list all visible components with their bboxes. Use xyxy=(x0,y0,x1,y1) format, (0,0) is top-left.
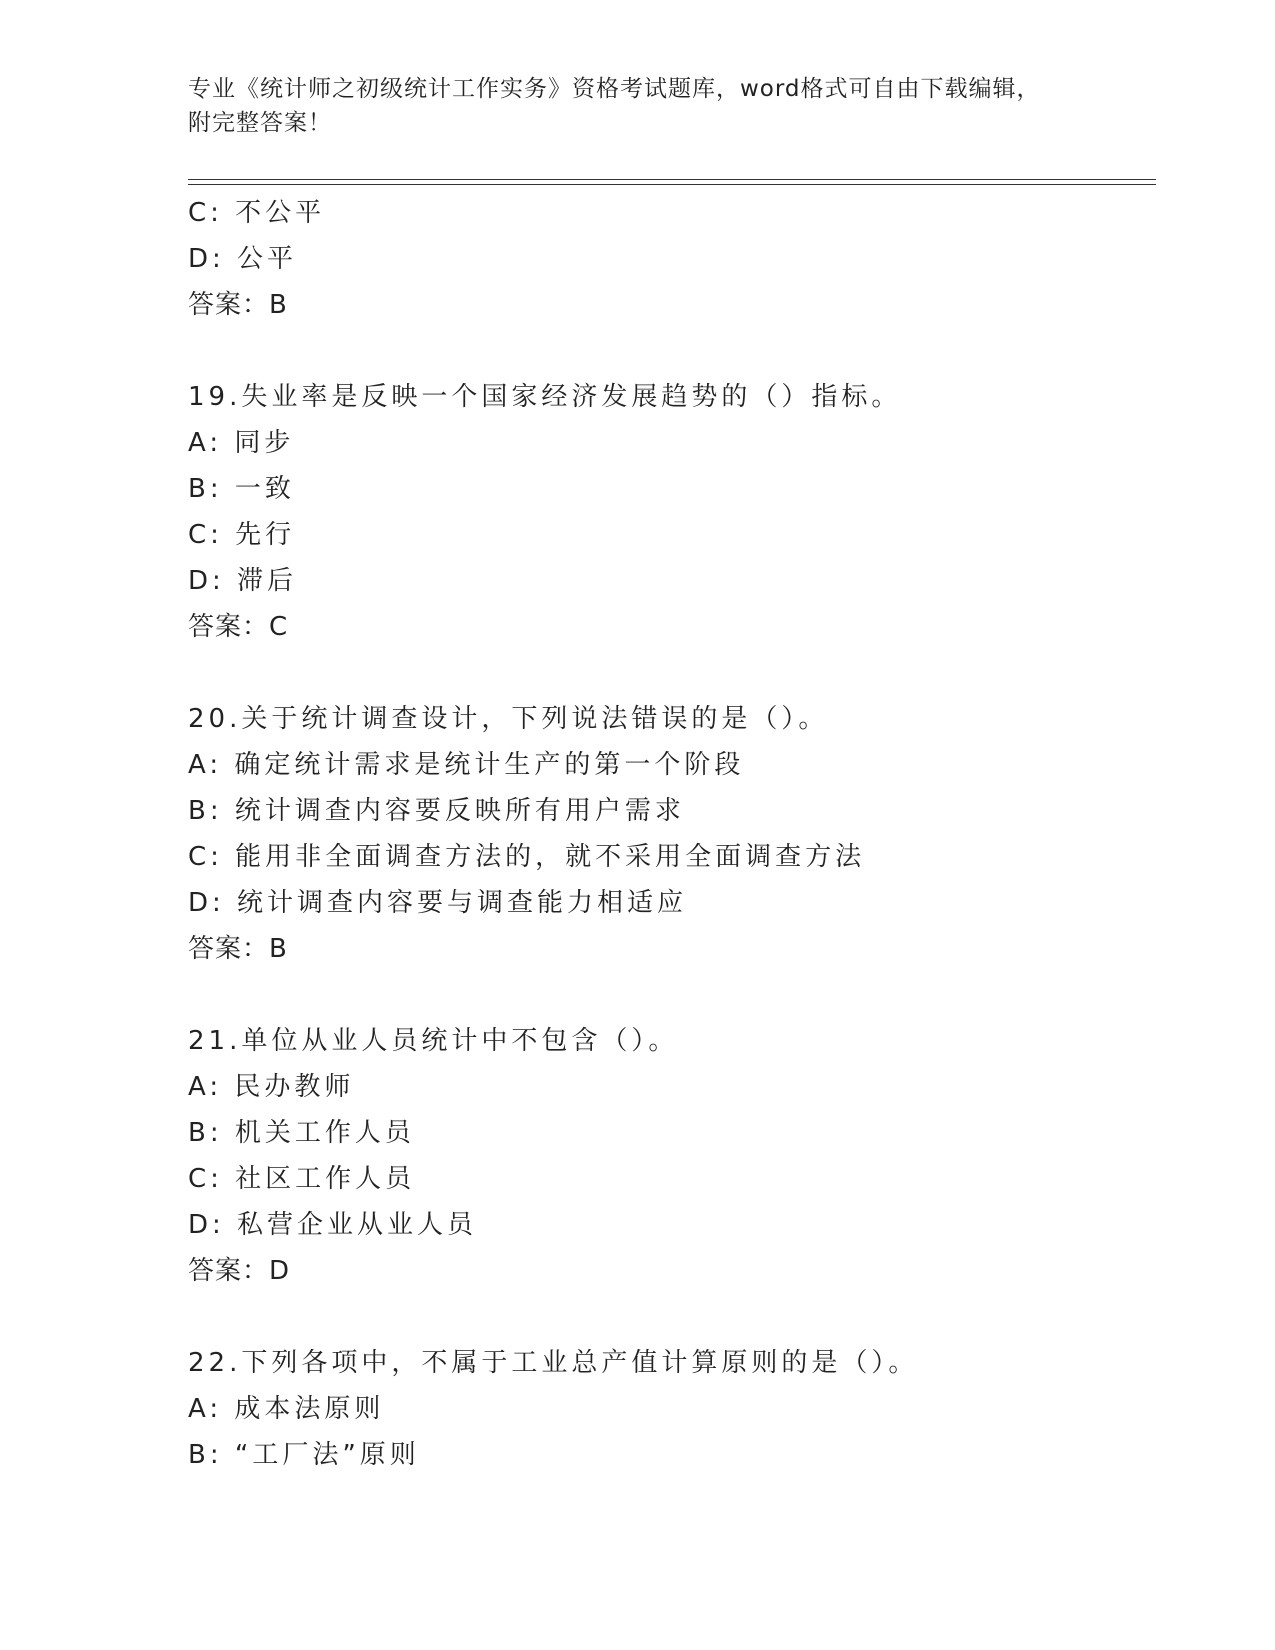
option-text: D: 滞后 xyxy=(188,566,298,596)
question-block xyxy=(188,1018,1156,1294)
option-text: B: “工厂法”原则 xyxy=(188,1440,420,1470)
option-text: A: 成本法原则 xyxy=(188,1394,385,1424)
option-text: D: 公平 xyxy=(188,244,298,274)
question-block xyxy=(188,696,1156,972)
header-line-1: 专业《统计师之初级统计工作实务》资格考试题库，word格式可自由下载编辑， xyxy=(188,76,1041,102)
answer-text: 答案：B xyxy=(188,290,288,320)
block-spacer xyxy=(188,328,1156,374)
header-line-2: 附完整答案！ xyxy=(188,110,332,136)
option-text: A: 同步 xyxy=(188,428,295,458)
option-text: C: 能用非全面调查方法的，就不采用全面调查方法 xyxy=(188,842,866,872)
question-text: 19.失业率是反映一个国家经济发展趋势的（）指标。 xyxy=(188,382,902,412)
question-text: 20.关于统计调查设计，下列说法错误的是（）。 xyxy=(188,704,829,734)
question-list xyxy=(188,190,1156,1478)
answer-text: 答案：B xyxy=(188,934,288,964)
option-text: C: 社区工作人员 xyxy=(188,1164,416,1194)
option-text: D: 私营企业从业人员 xyxy=(188,1210,478,1240)
question-block xyxy=(188,190,1156,328)
question-block xyxy=(188,1340,1156,1478)
block-spacer xyxy=(188,972,1156,1018)
block-spacer xyxy=(188,650,1156,696)
option-text: A: 民办教师 xyxy=(188,1072,355,1102)
block-spacer xyxy=(188,1294,1156,1340)
option-text: B: 机关工作人员 xyxy=(188,1118,415,1148)
question-block xyxy=(188,374,1156,650)
option-text: B: 一致 xyxy=(188,474,295,504)
option-text: D: 统计调查内容要与调查能力相适应 xyxy=(188,888,688,918)
header-divider-bottom xyxy=(188,184,1156,185)
question-text: 22.下列各项中，不属于工业总产值计算原则的是（）。 xyxy=(188,1348,919,1378)
option-text: A: 确定统计需求是统计生产的第一个阶段 xyxy=(188,750,745,780)
option-text: C: 先行 xyxy=(188,520,296,550)
header-divider-top xyxy=(188,179,1156,180)
answer-text: 答案：C xyxy=(188,612,289,642)
question-text: 21.单位从业人员统计中不包含（）。 xyxy=(188,1026,679,1056)
answer-text: 答案：D xyxy=(188,1256,291,1286)
option-text: B: 统计调查内容要反映所有用户需求 xyxy=(188,796,685,826)
option-text: C: 不公平 xyxy=(188,198,326,228)
document-header xyxy=(188,72,1088,140)
